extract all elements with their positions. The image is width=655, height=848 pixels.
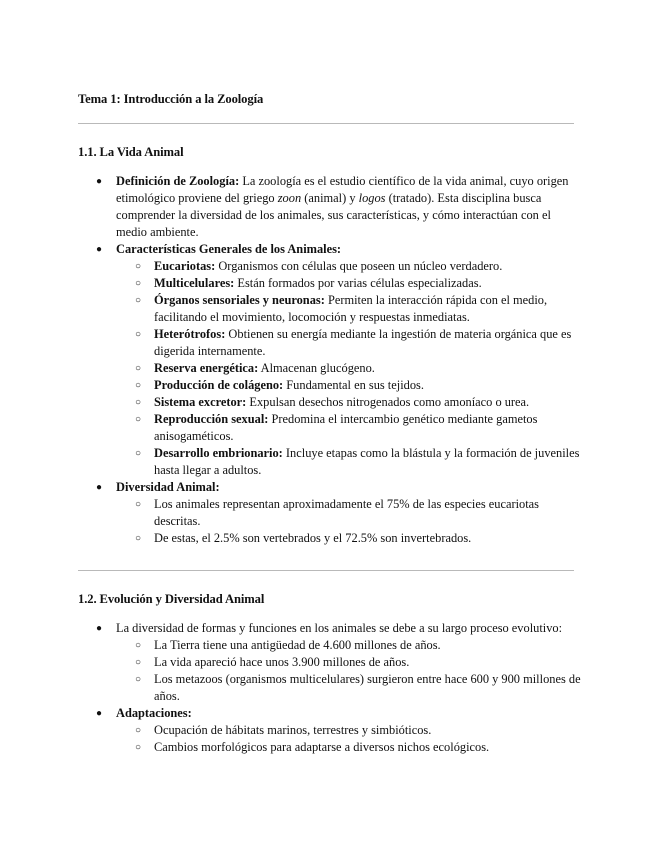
term-label: Eucariotas: xyxy=(154,259,216,273)
hollow-bullet-icon: ○ xyxy=(135,295,142,306)
term-label: Órganos sensoriales y neuronas: xyxy=(154,293,325,307)
item-text: De estas, el 2.5% son vertebrados y el 72.5% son invertebrados. xyxy=(154,531,472,545)
italic-word: zoon xyxy=(277,191,302,205)
sublist-item xyxy=(78,445,583,479)
bullet-icon: ● xyxy=(96,482,103,493)
item-text: Ocupación de hábitats marinos, terrestres y simbióticos. xyxy=(154,723,432,737)
item-text: Obtienen su energía mediante la ingestión de materia orgánica que es digerida internamente. xyxy=(154,327,572,358)
bullet-icon: ● xyxy=(96,708,103,719)
sublist-item xyxy=(78,530,583,547)
section-heading-vida-animal: 1.1. La Vida Animal xyxy=(78,145,184,159)
section-heading-evolucion: 1.2. Evolución y Diversidad Animal xyxy=(78,592,265,606)
hollow-bullet-icon: ○ xyxy=(135,397,142,408)
bullet-icon: ● xyxy=(96,244,103,255)
sublist-item xyxy=(78,275,583,292)
hollow-bullet-icon: ○ xyxy=(135,414,142,425)
item-text: (tratado). Esta disciplina busca comprender la diversidad de los animales, sus características, y cómo interactúan con el medio ambiente. xyxy=(116,191,551,239)
sublist-item xyxy=(78,292,583,326)
term-label: Reserva energética: xyxy=(154,361,259,375)
italic-word: logos xyxy=(358,191,386,205)
hollow-bullet-icon: ○ xyxy=(135,674,142,685)
bullet-icon: ● xyxy=(96,623,103,634)
term-label: Reproducción sexual: xyxy=(154,412,269,426)
hollow-bullet-icon: ○ xyxy=(135,278,142,289)
item-text: Cambios morfológicos para adaptarse a diversos nichos ecológicos. xyxy=(154,740,490,754)
term-label: Heterótrofos: xyxy=(154,327,226,341)
term-label: Características Generales de los Animales: xyxy=(116,242,342,256)
item-text: La Tierra tiene una antigüedad de 4.600 millones de años. xyxy=(154,638,441,652)
horizontal-rule xyxy=(78,570,574,571)
term-label: Adaptaciones: xyxy=(116,706,192,720)
item-text: Incluye etapas como la blástula y la formación de juveniles hasta llegar a adultos. xyxy=(154,446,580,477)
item-text: Permiten la interacción rápida con el medio, facilitando el movimiento, locomoción y respuestas inmediatas. xyxy=(154,293,548,324)
item-text: La zoología es el estudio científico de la vida animal, cuyo origen etimológico proviene del griego xyxy=(116,174,569,205)
sublist-item xyxy=(78,671,583,705)
hollow-bullet-icon: ○ xyxy=(135,725,142,736)
item-text: Los animales representan aproximadamente el 75% de las especies eucariotas descritas. xyxy=(154,497,539,528)
sublist-item xyxy=(78,394,583,411)
sublist-item xyxy=(78,377,583,394)
sublist-item xyxy=(78,722,583,739)
section-2-list xyxy=(78,620,583,756)
term-label: Desarrollo embrionario: xyxy=(154,446,283,460)
hollow-bullet-icon: ○ xyxy=(135,329,142,340)
item-text: Están formados por varias células especializadas. xyxy=(234,276,482,290)
document-title: Tema 1: Introducción a la Zoología xyxy=(78,92,264,106)
sublist-item xyxy=(78,654,583,671)
list-item-adaptaciones xyxy=(78,705,583,722)
item-text: La diversidad de formas y funciones en los animales se debe a su largo proceso evolutivo: xyxy=(116,621,563,635)
item-text: Almacenan glucógeno. xyxy=(258,361,375,375)
sublist-item xyxy=(78,360,583,377)
hollow-bullet-icon: ○ xyxy=(135,448,142,459)
item-text: (animal) y xyxy=(301,191,359,205)
horizontal-rule xyxy=(78,123,574,124)
item-text: Predomina el intercambio genético mediante gametos anisogaméticos. xyxy=(154,412,538,443)
list-item-caracteristicas xyxy=(78,241,583,258)
sublist-item xyxy=(78,326,583,360)
list-item-diversidad-formas xyxy=(78,620,583,637)
term-label: Definición de Zoología: xyxy=(116,174,240,188)
item-text: Expulsan desechos nitrogenados como amoníaco o urea. xyxy=(246,395,530,409)
hollow-bullet-icon: ○ xyxy=(135,657,142,668)
term-label: Producción de colágeno: xyxy=(154,378,284,392)
hollow-bullet-icon: ○ xyxy=(135,261,142,272)
hollow-bullet-icon: ○ xyxy=(135,499,142,510)
hollow-bullet-icon: ○ xyxy=(135,380,142,391)
hollow-bullet-icon: ○ xyxy=(135,533,142,544)
sublist-item xyxy=(78,411,583,445)
item-text: Organismos con células que poseen un núcleo verdadero. xyxy=(215,259,503,273)
term-label: Multicelulares: xyxy=(154,276,235,290)
list-item-diversidad xyxy=(78,479,583,496)
sublist-item xyxy=(78,258,583,275)
hollow-bullet-icon: ○ xyxy=(135,363,142,374)
term-label: Sistema excretor: xyxy=(154,395,247,409)
section-1-list xyxy=(78,173,583,547)
item-text: La vida apareció hace unos 3.900 millones de años. xyxy=(154,655,410,669)
item-text: Los metazoos (organismos multicelulares) surgieron entre hace 600 y 900 millones de años. xyxy=(154,672,581,703)
sublist-item xyxy=(78,496,583,530)
hollow-bullet-icon: ○ xyxy=(135,742,142,753)
bullet-icon: ● xyxy=(96,176,103,187)
item-text: Fundamental en sus tejidos. xyxy=(283,378,424,392)
hollow-bullet-icon: ○ xyxy=(135,640,142,651)
sublist-item xyxy=(78,739,583,756)
sublist-item xyxy=(78,637,583,654)
term-label: Diversidad Animal: xyxy=(116,480,220,494)
list-item-definicion xyxy=(78,173,583,241)
